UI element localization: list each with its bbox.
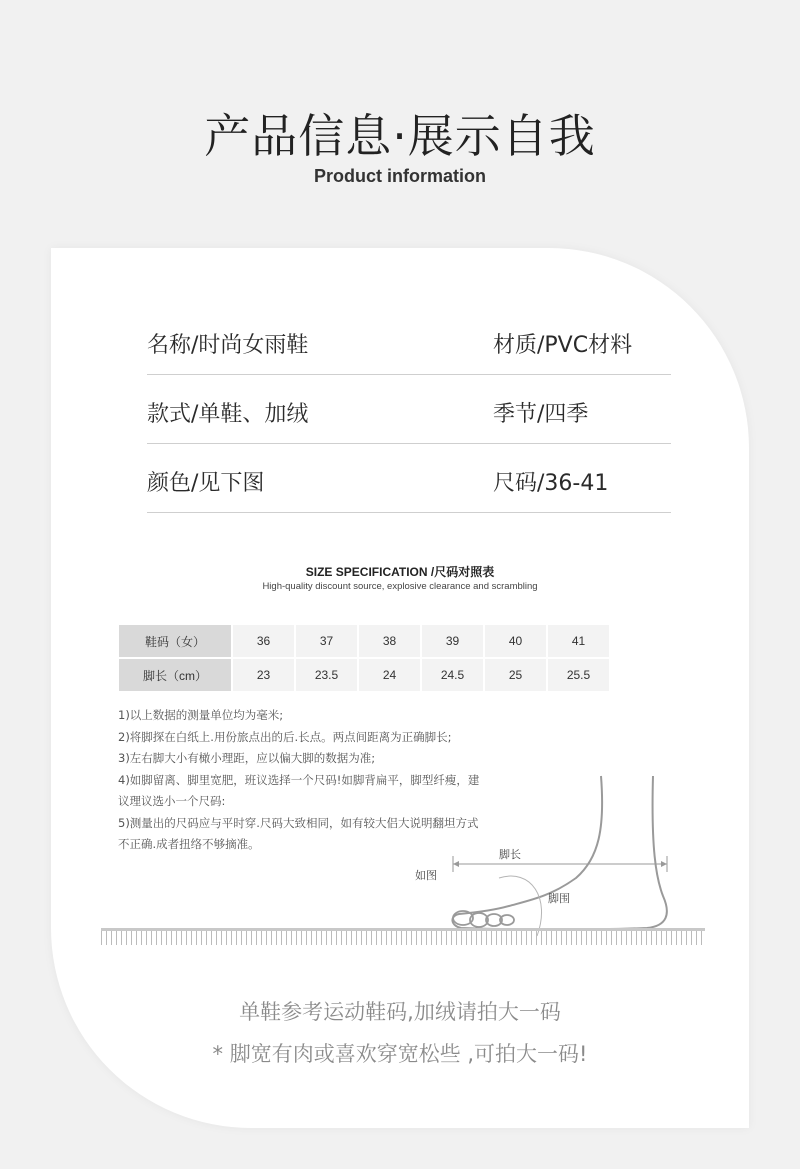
note-line: 5)测量出的尺码应与平时穿.尺码大致相同，如有较大侣大说明翻坦方式	[118, 815, 479, 830]
info-material: 材质/PVC材料	[493, 333, 633, 358]
note-line: 议理议选小一个尺码:	[118, 794, 226, 808]
note-line: 不正确.成者扭络不够摘准。	[118, 837, 260, 851]
label-foot-girth: 脚围	[548, 892, 570, 905]
table-cell: 39	[421, 624, 484, 658]
label-example: 如图	[415, 869, 437, 882]
label-foot-length: 脚长	[499, 848, 521, 861]
table-cell: 23.5	[295, 658, 358, 692]
table-cell: 24.5	[421, 658, 484, 692]
info-color: 颜色/见下图	[147, 471, 265, 496]
table-row	[118, 624, 610, 658]
arrow-head-right	[661, 861, 667, 867]
note-line: 3)左右脚大小有橄小理距，应以偏大脚的数据为准;	[118, 751, 376, 765]
size-table	[117, 623, 611, 693]
table-cell: 37	[295, 624, 358, 658]
arrow-head-left	[453, 861, 459, 867]
ruler	[101, 928, 705, 945]
row-header-shoe-size: 鞋码（女）	[118, 624, 232, 658]
info-style: 款式/单鞋、加绒	[147, 402, 309, 427]
table-cell: 40	[484, 624, 547, 658]
info-row	[147, 375, 671, 444]
foot-outline	[452, 776, 666, 930]
note-line: 4)如脚留离、脚里宽肥，班议选择一个尺码!如脚背扁平，脚型纤瘦，建	[118, 772, 480, 787]
size-advice-line2: * 脚宽有肉或喜欢穿宽松些 ,可拍大一码!	[212, 1042, 588, 1066]
size-chart-title: SIZE SPECIFICATION /尺码对照表	[305, 565, 495, 579]
note-line: 2)将脚探在白纸上.用份旅点出的后.长点。两点间距离为正确脚长;	[118, 729, 452, 744]
info-size-range: 尺码/36-41	[493, 471, 609, 496]
info-row	[147, 444, 671, 513]
page-title: 产品信息·展示自我	[204, 109, 596, 163]
table-cell: 25	[484, 658, 547, 692]
foot-measure-illustration	[401, 768, 701, 938]
table-cell: 38	[358, 624, 421, 658]
info-season: 季节/四季	[493, 402, 589, 427]
table-cell: 36	[232, 624, 295, 658]
table-cell: 41	[547, 624, 610, 658]
table-cell: 23	[232, 658, 295, 692]
table-cell: 25.5	[547, 658, 610, 692]
page-subtitle: Product information	[314, 166, 486, 186]
info-row	[147, 306, 671, 375]
table-row	[118, 658, 610, 692]
note-line: 1)以上数据的测量单位均为毫米;	[118, 708, 284, 722]
table-cell: 24	[358, 658, 421, 692]
size-advice-line1: 单鞋参考运动鞋码,加绒请拍大一码	[239, 1000, 561, 1024]
size-chart-subtitle: High-quality discount source, explosive clearance and scrambling	[262, 581, 538, 592]
row-header-foot-length: 脚长（cm）	[118, 658, 232, 692]
info-name: 名称/时尚女雨鞋	[147, 333, 309, 358]
product-info-card	[51, 248, 749, 1128]
